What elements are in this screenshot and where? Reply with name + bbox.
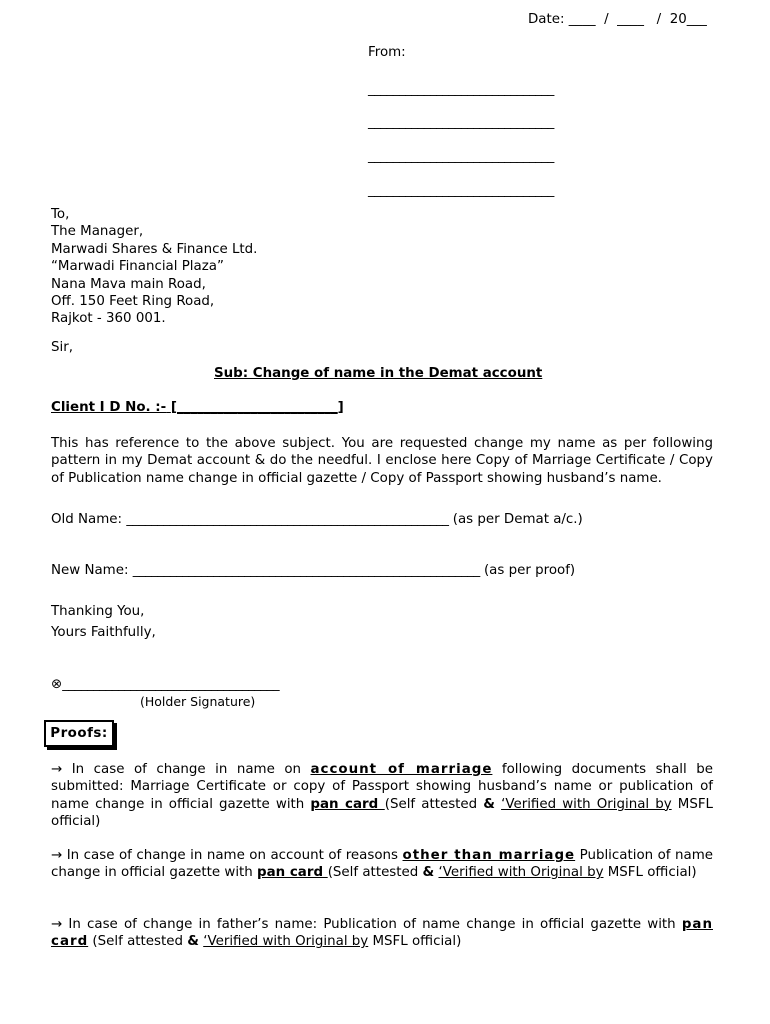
new-name-note: (as per proof)	[483, 563, 576, 578]
proof-emphasis: other than marriage	[402, 848, 576, 863]
recipient-address	[51, 206, 257, 328]
old-name-label: Old Name:	[51, 512, 123, 527]
proof-text: In case of change in father’s name: Publication of name change in official gazette with	[62, 917, 682, 932]
pan-card-label: pan card	[51, 917, 713, 950]
proof-text: following documents shall be submitted: Marriage Certificate or copy of Passport showing husband’s name or publication of name change in official gazette with	[51, 762, 713, 812]
date-line: Date: ____ / ____ / 20___	[528, 12, 707, 27]
proof-text: MSFL official)	[603, 865, 697, 881]
from-label: From:	[368, 45, 406, 60]
arrow-icon: →	[51, 762, 63, 777]
closing-thanks: Thanking You,	[51, 604, 145, 619]
salutation: Sir,	[51, 340, 73, 355]
ampersand: &	[422, 865, 435, 881]
proof-item-marriage	[51, 761, 713, 831]
address-line: “Marwadi Financial Plaza”	[51, 259, 224, 275]
old-name-field[interactable]: ____________________________________________________	[126, 512, 449, 527]
arrow-icon: →	[51, 917, 63, 932]
date-label: Date:	[528, 12, 565, 27]
from-line-4[interactable]: ______________________________	[368, 183, 554, 198]
closing-yours: Yours Faithfully,	[51, 625, 156, 640]
client-id-label: Client I D No. :-	[51, 400, 167, 415]
subject-line: Sub: Change of name in the Demat account	[214, 366, 543, 381]
proof-text: (Self attested	[384, 796, 484, 812]
verified-label: ‘Verified with Original by	[438, 865, 604, 881]
arrow-icon: →	[51, 848, 63, 863]
address-line: The Manager,	[51, 224, 144, 240]
ampersand: &	[187, 934, 199, 950]
old-name-note: (as per Demat a/c.)	[452, 512, 583, 527]
signature-mark-icon: ⊗	[51, 677, 63, 692]
address-line: Marwadi Shares & Finance Ltd.	[51, 241, 258, 257]
from-line-1[interactable]: ______________________________	[368, 82, 554, 97]
proof-text: (Self attested	[327, 865, 423, 881]
ampersand: &	[483, 796, 495, 812]
date-month-blank[interactable]: ____	[617, 12, 644, 27]
client-id-field[interactable]: ________________________	[176, 400, 338, 415]
signature-field[interactable]: ___________________________________	[62, 677, 280, 692]
proof-text: MSFL official)	[368, 934, 462, 950]
body-paragraph: This has reference to the above subject. You are requested change my name as per following pattern in my Demat account & do the needful. I enclose here Copy of Marriage Certificate / Copy of Publication name change in official gazette / Copy of Passport showing husband’s name.	[51, 436, 713, 486]
date-day-blank[interactable]: ____	[568, 12, 596, 27]
address-line: Rajkot - 360 001.	[51, 311, 166, 327]
new-name-label: New Name:	[51, 563, 129, 578]
proof-item-father	[51, 916, 713, 951]
proofs-heading: Proofs:	[44, 720, 114, 747]
client-id-line	[51, 400, 344, 415]
address-line: Off. 150 Feet Ring Road,	[51, 294, 215, 310]
new-name-field[interactable]: ________________________________________________________	[132, 563, 480, 578]
proof-emphasis: account of marriage	[310, 762, 493, 777]
signature-line	[51, 677, 279, 692]
proof-text: MSFL official)	[51, 796, 713, 830]
proof-text: Publication of name change in official gazette with	[51, 848, 713, 881]
client-id-open: [	[170, 400, 177, 415]
signature-caption: (Holder Signature)	[140, 694, 256, 709]
verified-label: ‘Verified with Original by	[203, 934, 369, 950]
old-name-line	[51, 512, 583, 527]
address-line: Nana Mava main Road,	[51, 276, 206, 292]
proof-text: (Self attested	[88, 934, 188, 950]
pan-card-label: pan card	[310, 796, 385, 812]
address-line: To,	[51, 207, 70, 222]
proof-text: In case of change in name on account of reasons	[62, 848, 403, 863]
client-id-close: ]	[337, 400, 344, 415]
proof-text: In case of change in name on	[62, 762, 311, 777]
date-year-blank[interactable]: 20___	[669, 12, 707, 27]
proof-item-other	[51, 847, 713, 882]
from-line-2[interactable]: ______________________________	[368, 115, 554, 130]
new-name-line	[51, 563, 575, 578]
pan-card-label: pan card	[257, 865, 328, 881]
verified-label: ‘Verified with Original by	[501, 796, 672, 812]
from-line-3[interactable]: ______________________________	[368, 149, 554, 164]
